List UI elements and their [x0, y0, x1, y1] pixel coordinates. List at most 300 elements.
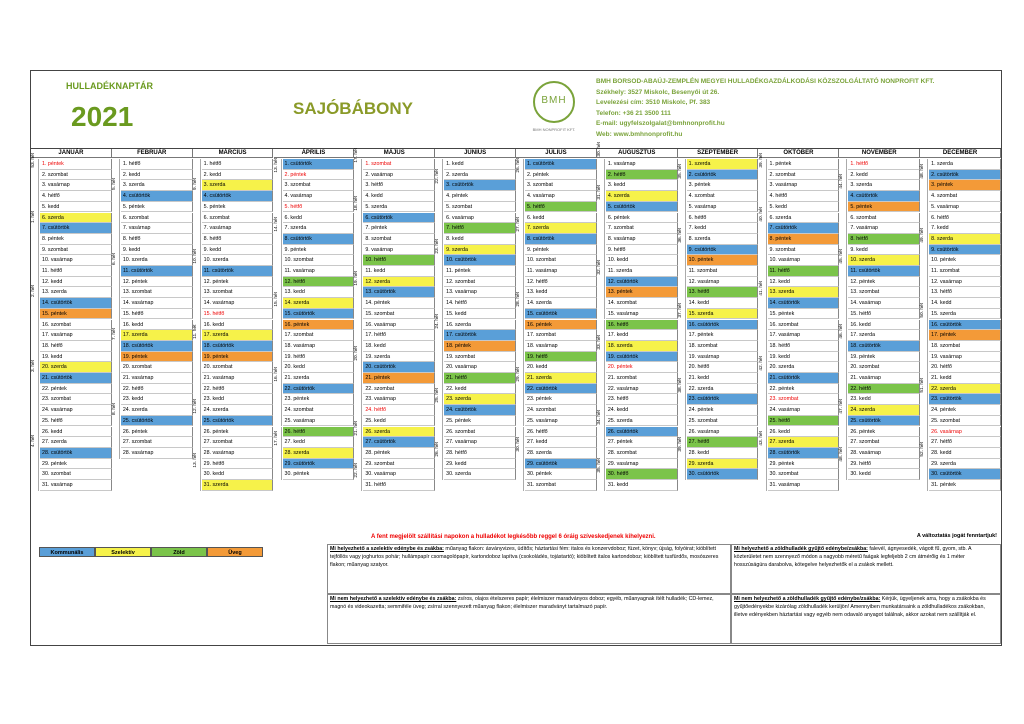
- day-cell: 30. szerda: [444, 469, 516, 480]
- day-cell: 28. szerda: [283, 448, 355, 459]
- day-cell: 10. szombat: [283, 255, 355, 266]
- day-cell: 11. hétfő: [40, 266, 112, 277]
- week-label: 47. hét: [839, 384, 847, 459]
- header: [31, 71, 1001, 149]
- day-cell: 18. péntek: [444, 341, 516, 352]
- month-header: JÚNIUS: [435, 149, 516, 158]
- day-cell: 3. szerda: [848, 180, 920, 191]
- day-cell: 26. kedd: [768, 427, 840, 438]
- day-cell: 8. kedd: [444, 234, 516, 245]
- day-cell: 20. szombat: [848, 362, 920, 373]
- month-header: NOVEMBER: [839, 149, 920, 158]
- day-cell: 5. vasárnap: [929, 202, 1001, 213]
- day-cell: 19. hétfő: [283, 352, 355, 363]
- day-cell: 8. szerda: [929, 234, 1001, 245]
- day-cell: 7. péntek: [363, 223, 435, 234]
- day-cell: 15. szerda: [929, 309, 1001, 320]
- week-label: 5. hét: [112, 159, 120, 234]
- day-cell: 1. szerda: [687, 159, 759, 170]
- day-cell: 1. csütörtök: [525, 159, 597, 170]
- day-cell: 5. péntek: [121, 202, 193, 213]
- day-cell: 22. csütörtök: [283, 384, 355, 395]
- week-label: 7. hét: [112, 309, 120, 384]
- day-cell: 16. péntek: [283, 320, 355, 331]
- day-cell: 4. szerda: [606, 191, 678, 202]
- week-label: 13. hét: [274, 159, 282, 202]
- day-cell: 31. hétfő: [363, 480, 435, 491]
- day-cell: 7. kedd: [687, 223, 759, 234]
- day-cell: 15. szombat: [363, 309, 435, 320]
- day-cell: 14. kedd: [929, 298, 1001, 309]
- day-cell: 1. szerda: [929, 159, 1001, 170]
- day-cell: 13. szerda: [40, 287, 112, 298]
- day-cell: 3. csütörtök: [444, 180, 516, 191]
- day-cell: 13. kedd: [283, 287, 355, 298]
- day-cell: 29. kedd: [444, 459, 516, 470]
- month-header: JANUÁR: [31, 149, 112, 158]
- day-cell: 2. hétfő: [606, 170, 678, 181]
- day-cell: 29. szerda: [687, 459, 759, 470]
- day-cell: 7. kedd: [929, 223, 1001, 234]
- day-cell: 18. hétfő: [40, 341, 112, 352]
- week-label: 27. hét: [516, 202, 524, 277]
- day-cell: 22. hétfő: [121, 384, 193, 395]
- day-cell: 21. hétfő: [444, 373, 516, 384]
- day-cell: 7. szerda: [283, 223, 355, 234]
- day-cell: 24. szombat: [525, 405, 597, 416]
- week-label: 12. hét: [193, 384, 201, 459]
- week-label: 9. hét: [193, 159, 201, 234]
- day-cell: 7. szerda: [525, 223, 597, 234]
- day-cell: 30. vasárnap: [363, 469, 435, 480]
- green-allowed-box: [731, 544, 1001, 594]
- day-cell: 23. szerda: [444, 394, 516, 405]
- day-cell: 3. péntek: [687, 180, 759, 191]
- day-cell: 16. csütörtök: [687, 320, 759, 331]
- day-cell: 25. csütörtök: [121, 416, 193, 427]
- day-cell: 8. hétfő: [202, 234, 274, 245]
- day-cell: 10. péntek: [929, 255, 1001, 266]
- day-cell: 4. vasárnap: [525, 191, 597, 202]
- day-cell: 6. kedd: [525, 213, 597, 224]
- day-cell: 4. szombat: [687, 191, 759, 202]
- day-cell: 6. péntek: [606, 213, 678, 224]
- day-cell: 29. hétfő: [202, 459, 274, 470]
- day-cell: 2. csütörtök: [687, 170, 759, 181]
- day-cell: 19. péntek: [121, 352, 193, 363]
- day-cell: 1. hétfő: [202, 159, 274, 170]
- week-label: 4. hét: [31, 416, 39, 491]
- day-cell: 9. hétfő: [606, 245, 678, 256]
- year: 2021: [71, 101, 134, 132]
- week-label: 39. hét: [759, 159, 767, 191]
- week-label: 16. hét: [274, 352, 282, 427]
- day-cell: 25. vasárnap: [283, 416, 355, 427]
- day-cell: 15. péntek: [768, 309, 840, 320]
- day-cell: 9. szombat: [768, 245, 840, 256]
- day-cell: 19. kedd: [40, 352, 112, 363]
- footer: [31, 533, 1001, 645]
- month-header: JÚLIUS: [516, 149, 597, 158]
- day-cell: 17. szombat: [525, 330, 597, 341]
- day-cell: 2. kedd: [202, 170, 274, 181]
- day-cell: 26. csütörtök: [606, 427, 678, 438]
- day-cell: 31. kedd: [606, 480, 678, 491]
- day-cell: 8. péntek: [768, 234, 840, 245]
- day-cell: 17. péntek: [929, 330, 1001, 341]
- day-cell: 24. vasárnap: [768, 405, 840, 416]
- day-cell: 4. vasárnap: [283, 191, 355, 202]
- day-cell: 22. vasárnap: [606, 384, 678, 395]
- week-label: 24. hét: [435, 298, 443, 373]
- day-cell: 30. hétfő: [606, 469, 678, 480]
- box1-text: műanyag flakon: ásványvizes, üdítős; háztartási fém: italos és konzervdoboz; füzet, könyv; újság, folyóirat; kiöblített tejföllös vagy joghurtos pohár; hullámpapír csomagolópapír, kartondoboz lapítva (csokoládés, tojástartó); kiöblített italos kartondoboz; kiöblített tusfürdős, mosószeres flakon; műanyag szatyor.: [330, 546, 719, 568]
- day-cell: 20. hétfő: [929, 362, 1001, 373]
- day-cell: 2. péntek: [525, 170, 597, 181]
- day-cell: 21. péntek: [363, 373, 435, 384]
- day-cell: 17. kedd: [606, 330, 678, 341]
- week-label: 45. hét: [839, 234, 847, 309]
- day-cell: 27. hétfő: [687, 437, 759, 448]
- day-cell: 2. csütörtök: [929, 170, 1001, 181]
- week-label: 40. hét: [759, 191, 767, 266]
- day-cell: 20. szerda: [40, 362, 112, 373]
- day-cell: 14. vasárnap: [202, 298, 274, 309]
- day-cell: 2. szerda: [444, 170, 516, 181]
- day-cell: 31. vasárnap: [768, 480, 840, 491]
- day-cell: 13. péntek: [606, 287, 678, 298]
- day-cell: 11. szerda: [606, 266, 678, 277]
- day-cell: 23. péntek: [283, 394, 355, 405]
- day-cell: 31. péntek: [929, 480, 1001, 491]
- small-title: HULLADÉKNAPTÁR: [66, 81, 153, 91]
- day-cell: 3. vasárnap: [768, 180, 840, 191]
- day-cell: 31. szombat: [525, 480, 597, 491]
- day-cell: 4. csütörtök: [121, 191, 193, 202]
- day-cell: 13. szombat: [202, 287, 274, 298]
- day-cell: 8. szerda: [687, 234, 759, 245]
- day-cell: 27. szombat: [121, 437, 193, 448]
- day-cell: 17. szerda: [202, 330, 274, 341]
- day-cell: 11. szombat: [929, 266, 1001, 277]
- day-cell: 11. hétfő: [768, 266, 840, 277]
- logo-text: BMH: [541, 95, 567, 106]
- day-cell: 30. csütörtök: [929, 469, 1001, 480]
- day-cell: 18. csütörtök: [848, 341, 920, 352]
- box1-title: Mi helyezhető a szelektív edénybe és zsákba:: [330, 546, 444, 552]
- day-cell: 25. kedd: [363, 416, 435, 427]
- company-mail-address: Levelezési cím: 3510 Miskolc, Pf. 383: [596, 99, 711, 106]
- day-cell: 28. péntek: [363, 448, 435, 459]
- week-label: 33. hét: [597, 320, 605, 395]
- day-cell: 21. vasárnap: [202, 373, 274, 384]
- day-cell: 30. szombat: [40, 469, 112, 480]
- day-cell: 17. vasárnap: [40, 330, 112, 341]
- day-cell: 1. péntek: [40, 159, 112, 170]
- day-cell: 21. kedd: [687, 373, 759, 384]
- day-cell: 24. kedd: [606, 405, 678, 416]
- day-cell: 23. csütörtök: [687, 394, 759, 405]
- day-cell: 21. szerda: [525, 373, 597, 384]
- day-cell: 19. péntek: [848, 352, 920, 363]
- week-label: 42. hét: [759, 341, 767, 416]
- day-cell: 17. péntek: [687, 330, 759, 341]
- day-cell: 27. szombat: [202, 437, 274, 448]
- day-cell: 25. csütörtök: [202, 416, 274, 427]
- company-email: E-mail: ugyfelszolgalat@bmhnonprofit.hu: [596, 120, 725, 127]
- day-cell: 30. szombat: [768, 469, 840, 480]
- day-cell: 19. szerda: [363, 352, 435, 363]
- day-cell: 28. csütörtök: [40, 448, 112, 459]
- day-cell: 17. csütörtök: [444, 330, 516, 341]
- day-cell: 26. szerda: [363, 427, 435, 438]
- day-cell: 2. szombat: [768, 170, 840, 181]
- week-label: 14. hét: [274, 202, 282, 277]
- day-cell: 24. szerda: [848, 405, 920, 416]
- day-cell: 18. vasárnap: [525, 341, 597, 352]
- legend: [39, 547, 263, 557]
- day-cell: 6. szombat: [202, 213, 274, 224]
- day-cell: 3. kedd: [606, 180, 678, 191]
- day-cell: 12. szerda: [363, 277, 435, 288]
- day-cell: 6. szombat: [848, 213, 920, 224]
- day-cell: 28. szombat: [606, 448, 678, 459]
- month-header: OKTÓBER: [759, 149, 840, 158]
- day-cell: 6. kedd: [283, 213, 355, 224]
- day-cell: 15. hétfő: [121, 309, 193, 320]
- day-cell: 5. kedd: [768, 202, 840, 213]
- day-cell: 21. szerda: [283, 373, 355, 384]
- week-label: 38. hét: [678, 362, 686, 437]
- week-label: 20. hét: [354, 330, 362, 405]
- day-cell: 25. szombat: [687, 416, 759, 427]
- day-cell: 22. szerda: [929, 384, 1001, 395]
- day-cell: 14. péntek: [363, 298, 435, 309]
- day-cell: 17. szerda: [848, 330, 920, 341]
- day-cell: 9. csütörtök: [687, 245, 759, 256]
- day-cell: 14. csütörtök: [768, 298, 840, 309]
- day-cell: 6. szombat: [121, 213, 193, 224]
- day-cell: 20. vasárnap: [444, 362, 516, 373]
- day-cell: 11. vasárnap: [283, 266, 355, 277]
- day-cell: 2. kedd: [121, 170, 193, 181]
- day-cell: 19. kedd: [768, 352, 840, 363]
- day-cell: 5. péntek: [202, 202, 274, 213]
- day-cell: 30. kedd: [848, 469, 920, 480]
- day-cell: 4. hétfő: [768, 191, 840, 202]
- selective-allowed-box: [327, 544, 731, 594]
- box2-title: Mi helyezhető a zöldhulladék gyűjtő edénybe/zsákba:: [734, 546, 868, 552]
- day-cell: 1. péntek: [768, 159, 840, 170]
- week-label: 6. hét: [112, 234, 120, 309]
- day-cell: 5. hétfő: [525, 202, 597, 213]
- day-cell: 7. vasárnap: [121, 223, 193, 234]
- day-cell: 21. vasárnap: [848, 373, 920, 384]
- legend-item: Zöld: [151, 547, 207, 557]
- week-label: 34. hét: [597, 394, 605, 469]
- day-cell: 7. vasárnap: [202, 223, 274, 234]
- day-cell: 12. péntek: [848, 277, 920, 288]
- day-cell: 25. hétfő: [768, 416, 840, 427]
- day-cell: 14. hétfő: [444, 298, 516, 309]
- day-cell: 9. csütörtök: [929, 245, 1001, 256]
- day-cell: 29. szerda: [929, 459, 1001, 470]
- day-cell: 25. péntek: [444, 416, 516, 427]
- day-cell: 9. péntek: [283, 245, 355, 256]
- day-cell: 29. csütörtök: [283, 459, 355, 470]
- day-cell: 20. hétfő: [687, 362, 759, 373]
- day-cell: 27. szerda: [40, 437, 112, 448]
- day-cell: 6. szerda: [40, 213, 112, 224]
- company-address: Székhely: 3527 Miskolc, Besenyői út 26.: [596, 88, 720, 96]
- day-cell: 9. szombat: [40, 245, 112, 256]
- day-cell: 19. hétfő: [525, 352, 597, 363]
- day-cell: 1. csütörtök: [283, 159, 355, 170]
- day-cell: 16. péntek: [525, 320, 597, 331]
- day-cell: 28. hétfő: [444, 448, 516, 459]
- day-cell: 20. csütörtök: [363, 362, 435, 373]
- day-cell: 1. vasárnap: [606, 159, 678, 170]
- day-cell: 9. vasárnap: [363, 245, 435, 256]
- day-cell: 6. szerda: [768, 213, 840, 224]
- day-cell: 23. hétfő: [606, 394, 678, 405]
- day-cell: 6. vasárnap: [444, 213, 516, 224]
- day-cell: 9. kedd: [202, 245, 274, 256]
- day-cell: 24. szerda: [121, 405, 193, 416]
- week-label: 23. hét: [435, 223, 443, 298]
- week-label: 50. hét: [920, 287, 928, 362]
- day-cell: 23. péntek: [525, 394, 597, 405]
- day-cell: 11. csütörtök: [121, 266, 193, 277]
- day-cell: 9. kedd: [121, 245, 193, 256]
- week-label: 30. hét: [597, 159, 605, 170]
- day-cell: 14. vasárnap: [848, 298, 920, 309]
- day-cell: 11. szombat: [687, 266, 759, 277]
- day-cell: 5. szerda: [363, 202, 435, 213]
- day-cell: 5. vasárnap: [687, 202, 759, 213]
- day-cell: 22. hétfő: [202, 384, 274, 395]
- week-label: 17. hét: [354, 159, 362, 180]
- week-label: 37. hét: [678, 287, 686, 362]
- month-header: MÁJUS: [354, 149, 435, 158]
- day-cell: 23. szombat: [768, 394, 840, 405]
- week-label: 44. hét: [839, 159, 847, 234]
- day-cell: 22. kedd: [444, 384, 516, 395]
- box3-text: zsíros, olajos ételszeres papír; élelmiszer maradványos doboz; egyéb, műanyagnak ítélt hulladék; CD-lemez, magnó és videokazetta; semmiféle üveg; zsírral szennyezett műanyag flakon; élelmiszer maradványt tartalmazó papír.: [330, 596, 714, 610]
- day-cell: 13. szombat: [848, 287, 920, 298]
- week-label: 8. hét: [112, 384, 120, 459]
- week-label: 32. hét: [597, 245, 605, 320]
- day-cell: 5. péntek: [848, 202, 920, 213]
- week-label: 26. hét: [435, 448, 443, 480]
- day-cell: 2. szombat: [40, 170, 112, 181]
- day-cell: 16. vasárnap: [363, 320, 435, 331]
- day-cell: 12. vasárnap: [687, 277, 759, 288]
- day-cell: 29. szombat: [363, 459, 435, 470]
- day-cell: 8. péntek: [40, 234, 112, 245]
- week-label: 53. hét: [31, 159, 39, 191]
- day-cell: 3. szombat: [283, 180, 355, 191]
- day-cell: 3. hétfő: [363, 180, 435, 191]
- day-cell: 14. vasárnap: [121, 298, 193, 309]
- week-label: 35. hét: [678, 159, 686, 213]
- calendar-sheet: [30, 70, 1002, 646]
- day-cell: 16. hétfő: [606, 320, 678, 331]
- notice: A fent megjelölt szállítási napokon a hulladékot legkésőbb reggel 6 óráig szíveskedjenek kihelyezni.: [371, 534, 656, 540]
- day-cell: 17. szerda: [121, 330, 193, 341]
- day-cell: 19. vasárnap: [687, 352, 759, 363]
- box3-title: Mi nem helyezhető a szelektív edénybe és zsákba:: [330, 596, 457, 602]
- month-header: FEBRUÁR: [112, 149, 193, 158]
- day-cell: 9. péntek: [525, 245, 597, 256]
- day-cell: 16. kedd: [202, 320, 274, 331]
- day-cell: 12. csütörtök: [606, 277, 678, 288]
- week-label: 3. hét: [31, 341, 39, 416]
- day-cell: 15. csütörtök: [283, 309, 355, 320]
- day-cell: 27. csütörtök: [363, 437, 435, 448]
- day-cell: 4. szombat: [929, 191, 1001, 202]
- day-cell: 5. hétfő: [283, 202, 355, 213]
- week-label: 1. hét: [31, 191, 39, 266]
- day-cell: 4. csütörtök: [848, 191, 920, 202]
- day-cell: 12. péntek: [202, 277, 274, 288]
- day-cell: 7. csütörtök: [40, 223, 112, 234]
- box4-title: Mi nem helyezhető a zöldhulladék gyűjtő edénybe/zsákba:: [734, 596, 881, 602]
- day-cell: 8. hétfő: [848, 234, 920, 245]
- day-cell: 27. hétfő: [929, 437, 1001, 448]
- day-cell: 6. csütörtök: [363, 213, 435, 224]
- day-cell: 4. csütörtök: [202, 191, 274, 202]
- day-cell: 9. kedd: [848, 245, 920, 256]
- week-label: 35. hét: [597, 469, 605, 490]
- day-cell: 18. vasárnap: [283, 341, 355, 352]
- week-label: 22. hét: [354, 480, 362, 491]
- day-cell: 1. hétfő: [121, 159, 193, 170]
- day-cell: 13. vasárnap: [444, 287, 516, 298]
- day-cell: 13. csütörtök: [363, 287, 435, 298]
- week-label: 17. hét: [274, 427, 282, 481]
- day-cell: 20. kedd: [525, 362, 597, 373]
- day-cell: 16. kedd: [121, 320, 193, 331]
- day-cell: 26. vasárnap: [687, 427, 759, 438]
- day-cell: 14. kedd: [687, 298, 759, 309]
- day-cell: 3. péntek: [929, 180, 1001, 191]
- day-cell: 22. szombat: [363, 384, 435, 395]
- place-name: SAJÓBÁBONY: [293, 99, 413, 118]
- day-cell: 12. kedd: [40, 277, 112, 288]
- day-cell: 22. szerda: [687, 384, 759, 395]
- day-cell: 19. vasárnap: [929, 352, 1001, 363]
- day-cell: 1. kedd: [444, 159, 516, 170]
- week-label: 48. hét: [920, 159, 928, 213]
- day-cell: 29. hétfő: [848, 459, 920, 470]
- green-forbidden-box: [731, 594, 1001, 644]
- day-cell: 26. hétfő: [525, 427, 597, 438]
- day-cell: 10. vasárnap: [40, 255, 112, 266]
- day-cell: 26. péntek: [202, 427, 274, 438]
- day-cell: 30. csütörtök: [687, 469, 759, 480]
- day-cell: 15. csütörtök: [525, 309, 597, 320]
- week-label: 36. hét: [678, 213, 686, 288]
- day-cell: 23. csütörtök: [929, 394, 1001, 405]
- day-cell: 23. kedd: [202, 394, 274, 405]
- day-cell: 24. péntek: [687, 405, 759, 416]
- day-cell: 26. hétfő: [283, 427, 355, 438]
- day-cell: 30. péntek: [283, 469, 355, 480]
- company-logo: [521, 81, 587, 141]
- day-cell: 7. vasárnap: [848, 223, 920, 234]
- day-cell: 6. hétfő: [929, 213, 1001, 224]
